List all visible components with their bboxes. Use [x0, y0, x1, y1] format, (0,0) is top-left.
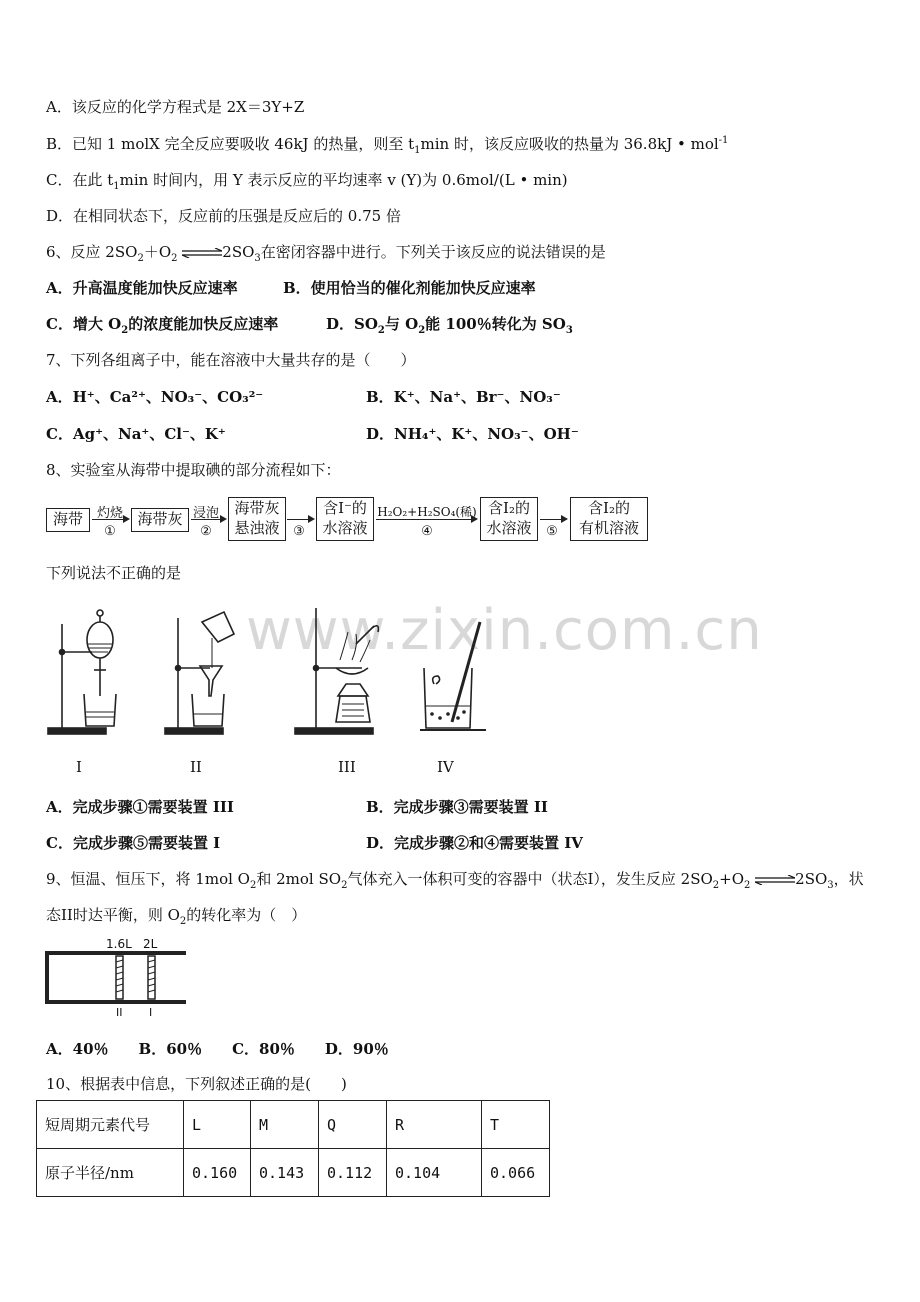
table-cell: M: [251, 1101, 319, 1149]
q8-option-b: B．完成步骤③需要装置 II: [366, 798, 548, 816]
flow-arrow-icon: [376, 519, 476, 520]
q8-sub-stem: 下列说法不正确的是: [46, 564, 182, 582]
flow-box-iodine-aqueous-line1: 含I₂的: [488, 499, 530, 517]
table-row: [37, 1149, 550, 1197]
flow-step2-number: ②: [200, 524, 212, 539]
equilibrium-arrow-icon: [182, 244, 222, 262]
fig-label-1-6L: 1.6L: [106, 937, 132, 951]
filtration-apparatus-icon: [165, 612, 234, 734]
apparatus-figures: [40, 604, 500, 744]
q6-option-c: C．增大 $O_2$的浓度能加快反应速率: [46, 315, 279, 336]
q8-option-c: C．完成步骤⑤需要装置 I: [46, 834, 221, 852]
watermark: www.zixin.com.cn: [246, 598, 763, 663]
flow-arrow-icon: [287, 519, 313, 520]
flow-step5-number: ⑤: [546, 524, 558, 539]
flow-arrow-icon: [92, 519, 128, 520]
table-cell: 原子半径/nm: [37, 1149, 184, 1197]
flow-box-iodide-solution: [316, 497, 374, 541]
flow-box-iodine-aqueous-line2: 水溶液: [486, 519, 532, 537]
flow-box-kelp-ash: 海带灰: [131, 508, 189, 532]
flow-step2-label: 浸泡: [192, 506, 219, 521]
flow-box-iodide-line2: 水溶液: [322, 519, 368, 537]
flow-box-suspension: [228, 497, 286, 541]
evaporation-apparatus-icon: [295, 608, 378, 734]
apparatus-label-2: II: [190, 758, 202, 776]
flow-step3-number: ③: [293, 524, 305, 539]
q5-option-b: B．已知 1 molX 完全反应要吸收 46kJ 的热量，则至 $t_1\min$ 时，该反应吸收的热量为 36.8kJ • mol$^{-1}$: [46, 135, 729, 156]
flow-box-iodine-organic-line2: 有机溶液: [578, 519, 639, 537]
separatory-funnel-apparatus-icon: [48, 610, 116, 734]
table-cell: 0.160: [184, 1149, 251, 1197]
q8-option-d: D．完成步骤②和④需要装置 IV: [366, 834, 583, 852]
q5-option-a: A．该反应的化学方程式是 2X＝3Y+Z: [46, 98, 305, 116]
q6-option-a: A．升高温度能加快反应速率: [46, 279, 238, 297]
flow-arrow-icon: [540, 519, 566, 520]
piston-container-diagram: [44, 950, 194, 1006]
flow-step1-label: 灼烧: [96, 506, 123, 521]
flow-box-suspension-line1: 海带灰: [234, 499, 280, 517]
q8-stem: 8、实验室从海带中提取碘的部分流程如下：: [46, 461, 341, 479]
apparatus-label-4: IV: [437, 758, 454, 776]
q6-stem: 6、反应 $2SO_2+O_2$ $2SO_3$在密闭容器中进行。下列关于该反应的说法错误的是: [46, 243, 606, 264]
q6-option-d: D．$SO_2$与 $O_2$能 100％转化为 $SO_3$: [326, 315, 573, 336]
q5-option-c: C．在此 $t_1\min$ 时间内，用 Y 表示反应的平均速率 v (Y)为 0.6mol/(L • min): [46, 171, 568, 192]
q6-option-b: B．使用恰当的催化剂能加快反应速率: [283, 279, 536, 297]
iodine-extraction-flowchart: [46, 494, 656, 546]
table-cell: R: [387, 1101, 482, 1149]
flow-box-kelp: 海带: [46, 508, 90, 532]
flow-step4-number: ④: [421, 524, 433, 539]
flow-box-iodine-organic-line1: 含I₂的: [588, 499, 630, 517]
flow-box-iodine-organic: [570, 497, 648, 541]
fig-label-2L: 2L: [143, 937, 158, 951]
q10-stem: 10、根据表中信息，下列叙述正确的是( ): [46, 1075, 347, 1093]
table-cell: 0.112: [319, 1149, 387, 1197]
fig-state-1-label: I: [149, 1006, 153, 1019]
q8-option-a: A．完成步骤①需要装置 III: [46, 798, 234, 816]
q5-option-d: D．在相同状态下，反应前的压强是反应后的 0.75 倍: [46, 207, 401, 225]
table-cell: 0.143: [251, 1149, 319, 1197]
q7-option-b: B．K⁺、Na⁺、Br⁻、NO₃⁻: [366, 388, 561, 406]
table-cell: Q: [319, 1101, 387, 1149]
table-cell: 0.104: [387, 1149, 482, 1197]
q7-stem: 7、下列各组离子中，能在溶液中大量共存的是（ ）: [46, 351, 416, 369]
table-cell: T: [482, 1101, 550, 1149]
flow-box-iodine-aqueous: [480, 497, 538, 541]
q7-option-c: C．Ag⁺、Na⁺、Cl⁻、K⁺: [46, 425, 226, 443]
q9-options: A．40％ B．60％ C．80％ D．90％: [46, 1040, 389, 1058]
q7-option-d: D．NH₄⁺、K⁺、NO₃⁻、OH⁻: [366, 425, 579, 443]
q9-stem-line1: 9、恒温、恒压下，将 1mol $O_2$和 2mol $SO_2$气体充入一体积可变的容器中（状态I），发生反应 $2SO_2+O_2$ $2SO_3$，状: [46, 870, 864, 891]
flow-step1-number: ①: [104, 524, 116, 539]
fig-state-2-label: II: [116, 1006, 123, 1019]
apparatus-label-3: III: [338, 758, 356, 776]
flow-arrow-icon: [191, 519, 225, 520]
flow-step4-label: H₂O₂+H₂SO₄(稀): [377, 505, 477, 519]
beaker-stirring-apparatus-icon: [420, 622, 486, 730]
table-cell: L: [184, 1101, 251, 1149]
q7-option-a: A．H⁺、Ca²⁺、NO₃⁻、CO₃²⁻: [46, 388, 264, 406]
flow-box-suspension-line2: 悬浊液: [234, 519, 280, 537]
q9-stem-line2: 态II时达平衡，则 $O_2$的转化率为（ ）: [46, 906, 307, 927]
equilibrium-arrow-icon: [755, 871, 795, 889]
element-radius-table: [36, 1100, 550, 1197]
table-cell: 0.066: [482, 1149, 550, 1197]
flow-box-iodide-line1: 含I⁻的: [323, 499, 367, 517]
table-row: [37, 1101, 550, 1149]
table-cell: 短周期元素代号: [37, 1101, 184, 1149]
apparatus-label-1: I: [76, 758, 82, 776]
